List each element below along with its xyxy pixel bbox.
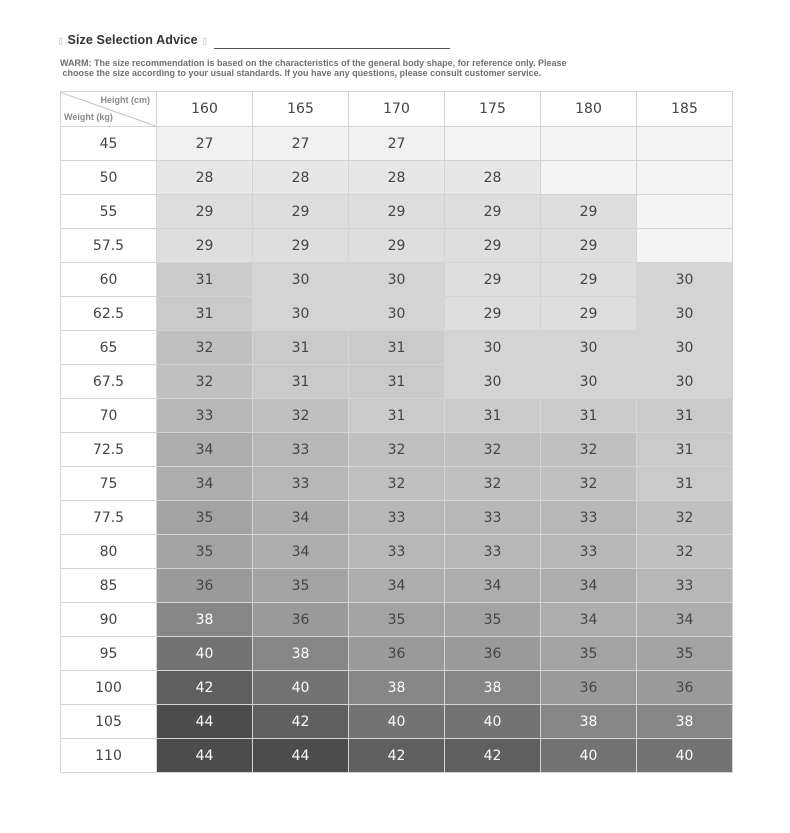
corner-header-cell — [61, 92, 157, 127]
table-row — [61, 161, 733, 195]
size-cell — [637, 161, 733, 195]
size-cell: 28 — [445, 161, 541, 195]
size-cell: 34 — [445, 569, 541, 603]
size-cell: 33 — [445, 501, 541, 535]
size-cell: 32 — [349, 433, 445, 467]
table-row — [61, 637, 733, 671]
size-cell: 32 — [157, 365, 253, 399]
size-cell: 27 — [349, 127, 445, 161]
size-cell: 35 — [637, 637, 733, 671]
size-cell: 38 — [157, 603, 253, 637]
size-cell: 34 — [541, 569, 637, 603]
size-cell: 32 — [541, 467, 637, 501]
weight-cell: 77.5 — [61, 501, 157, 535]
table-row — [61, 229, 733, 263]
table-body — [61, 127, 733, 773]
size-cell: 33 — [349, 501, 445, 535]
weight-cell: 85 — [61, 569, 157, 603]
table-row — [61, 603, 733, 637]
weight-cell: 110 — [61, 739, 157, 773]
size-cell: 28 — [253, 161, 349, 195]
size-cell: 32 — [637, 501, 733, 535]
table-row — [61, 297, 733, 331]
size-cell: 29 — [445, 263, 541, 297]
weight-cell: 45 — [61, 127, 157, 161]
size-cell: 36 — [253, 603, 349, 637]
size-cell: 29 — [157, 195, 253, 229]
size-cell: 42 — [157, 671, 253, 705]
size-cell: 28 — [157, 161, 253, 195]
table-row — [61, 127, 733, 161]
size-cell: 32 — [637, 535, 733, 569]
size-cell: 40 — [253, 671, 349, 705]
weight-cell: 90 — [61, 603, 157, 637]
weight-cell: 57.5 — [61, 229, 157, 263]
size-cell: 30 — [541, 331, 637, 365]
weight-cell: 75 — [61, 467, 157, 501]
weight-cell: 65 — [61, 331, 157, 365]
table-row — [61, 331, 733, 365]
size-cell: 31 — [637, 433, 733, 467]
size-cell: 32 — [445, 433, 541, 467]
size-cell — [637, 229, 733, 263]
size-cell: 32 — [541, 433, 637, 467]
weight-cell: 62.5 — [61, 297, 157, 331]
table-row — [61, 501, 733, 535]
size-cell: 40 — [637, 739, 733, 773]
title-marker-left: ▯ — [58, 36, 64, 46]
size-cell: 40 — [541, 739, 637, 773]
size-cell: 33 — [157, 399, 253, 433]
size-cell: 42 — [253, 705, 349, 739]
size-cell: 35 — [157, 535, 253, 569]
size-table — [60, 91, 733, 773]
size-cell: 35 — [349, 603, 445, 637]
table-row — [61, 365, 733, 399]
height-header-170: 170 — [349, 92, 445, 127]
size-cell: 29 — [253, 195, 349, 229]
size-cell: 44 — [157, 705, 253, 739]
height-header-175: 175 — [445, 92, 541, 127]
size-cell: 30 — [637, 263, 733, 297]
size-cell: 30 — [253, 297, 349, 331]
warning-line-1: WARM: The size recommendation is based on the characteristics of the general body shape, for reference only. Please — [60, 58, 567, 68]
size-cell: 30 — [541, 365, 637, 399]
size-cell: 38 — [253, 637, 349, 671]
weight-cell: 72.5 — [61, 433, 157, 467]
size-cell: 34 — [349, 569, 445, 603]
table-row — [61, 433, 733, 467]
size-cell: 33 — [253, 467, 349, 501]
table-row — [61, 399, 733, 433]
size-cell: 36 — [541, 671, 637, 705]
size-cell: 40 — [157, 637, 253, 671]
size-cell: 29 — [541, 263, 637, 297]
weight-axis-label: Weight (kg) — [64, 112, 113, 122]
weight-cell: 70 — [61, 399, 157, 433]
size-cell: 30 — [349, 297, 445, 331]
size-cell: 44 — [253, 739, 349, 773]
table-row — [61, 705, 733, 739]
size-cell: 38 — [349, 671, 445, 705]
warning-note — [60, 58, 680, 78]
size-cell: 32 — [157, 331, 253, 365]
size-cell: 38 — [445, 671, 541, 705]
size-cell: 29 — [445, 297, 541, 331]
size-cell: 29 — [541, 195, 637, 229]
size-cell: 42 — [445, 739, 541, 773]
size-cell: 27 — [253, 127, 349, 161]
size-cell: 34 — [157, 433, 253, 467]
table-row — [61, 671, 733, 705]
size-cell: 36 — [157, 569, 253, 603]
height-header-160: 160 — [157, 92, 253, 127]
size-cell: 42 — [349, 739, 445, 773]
table-row — [61, 467, 733, 501]
size-cell: 34 — [157, 467, 253, 501]
size-cell: 29 — [445, 195, 541, 229]
table-row — [61, 535, 733, 569]
size-cell: 31 — [349, 399, 445, 433]
size-cell — [637, 127, 733, 161]
size-cell: 29 — [157, 229, 253, 263]
size-cell: 38 — [637, 705, 733, 739]
size-cell: 36 — [349, 637, 445, 671]
size-cell: 29 — [541, 229, 637, 263]
size-cell: 33 — [349, 535, 445, 569]
size-cell: 36 — [445, 637, 541, 671]
size-cell: 36 — [637, 671, 733, 705]
size-cell — [637, 195, 733, 229]
size-cell: 30 — [637, 297, 733, 331]
size-cell: 31 — [157, 297, 253, 331]
size-cell: 33 — [445, 535, 541, 569]
title-underline — [214, 48, 450, 49]
size-cell: 31 — [349, 331, 445, 365]
size-cell: 29 — [349, 229, 445, 263]
weight-cell: 50 — [61, 161, 157, 195]
size-cell: 31 — [637, 399, 733, 433]
weight-cell: 67.5 — [61, 365, 157, 399]
size-cell: 35 — [445, 603, 541, 637]
weight-cell: 55 — [61, 195, 157, 229]
weight-cell: 100 — [61, 671, 157, 705]
height-header-185: 185 — [637, 92, 733, 127]
page-title: Size Selection Advice — [67, 33, 198, 47]
height-header-165: 165 — [253, 92, 349, 127]
size-cell: 32 — [253, 399, 349, 433]
weight-cell: 95 — [61, 637, 157, 671]
size-cell: 34 — [541, 603, 637, 637]
title-block — [58, 31, 207, 49]
size-cell: 31 — [157, 263, 253, 297]
size-cell: 32 — [445, 467, 541, 501]
size-cell — [541, 127, 637, 161]
size-cell: 35 — [157, 501, 253, 535]
weight-cell: 80 — [61, 535, 157, 569]
size-cell: 30 — [349, 263, 445, 297]
table-row — [61, 263, 733, 297]
size-cell: 33 — [253, 433, 349, 467]
size-cell: 33 — [541, 535, 637, 569]
size-cell: 31 — [253, 365, 349, 399]
size-cell: 34 — [637, 603, 733, 637]
size-cell: 31 — [253, 331, 349, 365]
weight-cell: 105 — [61, 705, 157, 739]
size-cell: 44 — [157, 739, 253, 773]
size-cell: 31 — [541, 399, 637, 433]
size-cell: 28 — [349, 161, 445, 195]
size-cell: 30 — [445, 365, 541, 399]
size-cell: 29 — [253, 229, 349, 263]
size-cell: 29 — [541, 297, 637, 331]
size-cell: 32 — [349, 467, 445, 501]
warning-line-2: choose the size according to your usual standards. If you have any questions, please consult customer service. — [60, 68, 542, 78]
size-cell: 31 — [637, 467, 733, 501]
height-header-180: 180 — [541, 92, 637, 127]
size-cell: 33 — [541, 501, 637, 535]
size-cell: 40 — [445, 705, 541, 739]
size-cell: 30 — [637, 331, 733, 365]
size-cell: 38 — [541, 705, 637, 739]
size-cell: 33 — [637, 569, 733, 603]
height-axis-label: Height (cm) — [100, 95, 150, 105]
size-cell: 27 — [157, 127, 253, 161]
weight-cell: 60 — [61, 263, 157, 297]
size-cell: 35 — [253, 569, 349, 603]
size-cell: 30 — [445, 331, 541, 365]
size-cell: 31 — [349, 365, 445, 399]
header-row — [61, 92, 733, 127]
size-cell — [541, 161, 637, 195]
size-cell: 34 — [253, 535, 349, 569]
size-cell: 31 — [445, 399, 541, 433]
size-cell: 35 — [541, 637, 637, 671]
table-row — [61, 569, 733, 603]
title-marker-right: ▯ — [202, 36, 208, 46]
size-cell: 30 — [637, 365, 733, 399]
table-row — [61, 739, 733, 773]
size-cell — [445, 127, 541, 161]
size-cell: 34 — [253, 501, 349, 535]
size-cell: 29 — [445, 229, 541, 263]
size-cell: 29 — [349, 195, 445, 229]
size-cell: 40 — [349, 705, 445, 739]
table-row — [61, 195, 733, 229]
size-cell: 30 — [253, 263, 349, 297]
